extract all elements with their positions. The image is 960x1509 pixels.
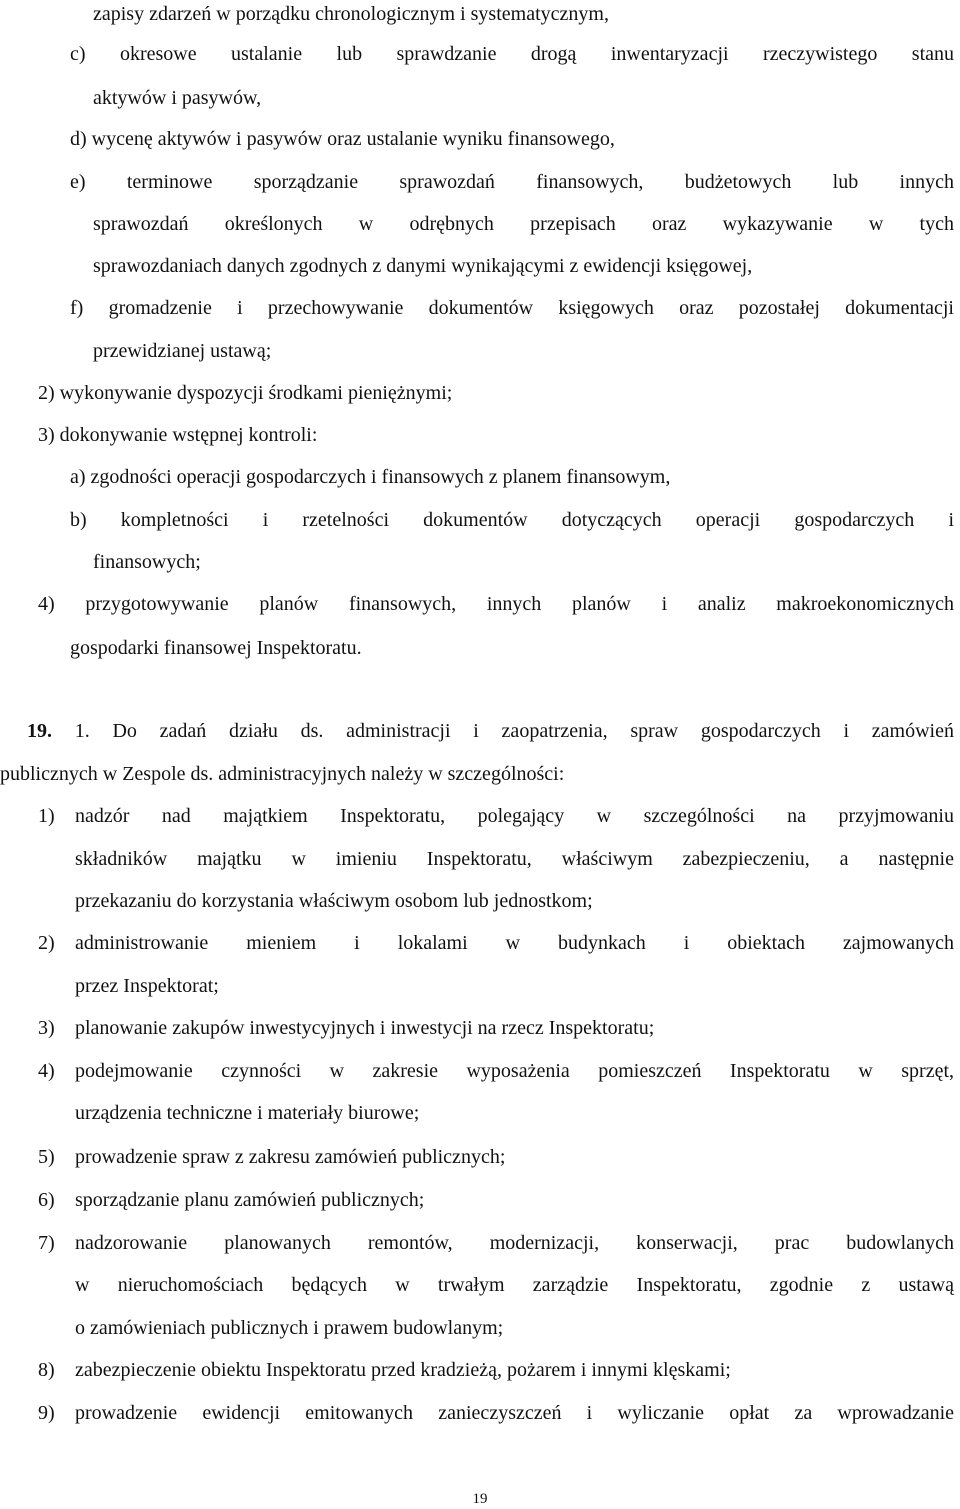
- list-item-b: b) kompletności i rzetelności dokumentów dotyczących operacji gospodarczych i: [70, 509, 954, 531]
- list-item-4: 4) przygotowywanie planów finansowych, innych planów i analiz makroekonomicznych: [38, 593, 954, 615]
- item-text: urządzenia techniczne i materiały biurowe;: [75, 1102, 420, 1124]
- list-item-a: a) zgodności operacji gospodarczych i finansowych z planem finansowym,: [70, 466, 671, 488]
- item-label: 5): [38, 1146, 55, 1168]
- item-text: o zamówieniach publicznych i prawem budowlanym;: [75, 1317, 504, 1339]
- item-label: 7): [38, 1232, 55, 1254]
- item-label: 6): [38, 1189, 55, 1211]
- item-text: przekazaniu do korzystania właściwym osobom lub jednostkom;: [75, 890, 593, 912]
- text-line: gospodarki finansowej Inspektoratu.: [70, 637, 362, 659]
- text-line: sprawozdaniach danych zgodnych z danymi wynikającymi z ewidencji księgowej,: [93, 255, 753, 277]
- section-number: 19.: [27, 720, 52, 742]
- item-label: 8): [38, 1359, 55, 1381]
- item-text: sporządzanie planu zamówień publicznych;: [75, 1189, 425, 1211]
- list-item-f: f) gromadzenie i przechowywanie dokumentów księgowych oraz pozostałej dokumentacji: [70, 297, 954, 319]
- item-text: nadzór nad majątkiem Inspektoratu, polegający w szczególności na przyjmowaniu: [75, 805, 954, 827]
- list-item-d: d) wycenę aktywów i pasywów oraz ustalanie wyniku finansowego,: [70, 128, 615, 150]
- text-line: finansowych;: [93, 551, 201, 573]
- item-label: 4): [38, 1060, 55, 1082]
- text-line: zapisy zdarzeń w porządku chronologicznym i systematycznym,: [93, 3, 609, 25]
- page-number: 19: [472, 1491, 488, 1507]
- item-text: zabezpieczenie obiektu Inspektoratu przed kradzieżą, pożarem i innymi klęskami;: [75, 1359, 731, 1381]
- item-label: 3): [38, 1017, 55, 1039]
- section-heading-text: 1. Do zadań działu ds. administracji i zaopatrzenia, spraw gospodarczych i zamówień: [52, 720, 954, 742]
- item-text: nadzorowanie planowanych remontów, modernizacji, konserwacji, prac budowlanych: [75, 1232, 954, 1254]
- list-item-2: 2) wykonywanie dyspozycji środkami pieniężnymi;: [38, 382, 453, 404]
- list-item-3: 3) dokonywanie wstępnej kontroli:: [38, 424, 318, 446]
- item-text: planowanie zakupów inwestycyjnych i inwestycji na rzecz Inspektoratu;: [75, 1017, 655, 1039]
- item-label: 2): [38, 932, 55, 954]
- section-heading: [27, 718, 954, 744]
- item-label: 9): [38, 1402, 55, 1424]
- item-text: w nieruchomościach będących w trwałym zarządzie Inspektoratu, zgodnie z ustawą: [75, 1274, 954, 1296]
- text-line: aktywów i pasywów,: [93, 87, 262, 109]
- item-text: składników majątku w imieniu Inspektoratu, właściwym zabezpieczeniu, a następnie: [75, 848, 954, 870]
- item-text: administrowanie mieniem i lokalami w budynkach i obiektach zajmowanych: [75, 932, 954, 954]
- item-text: prowadzenie ewidencji emitowanych zanieczyszczeń i wyliczanie opłat za wprowadzanie: [75, 1402, 954, 1424]
- list-item-c: c) okresowe ustalanie lub sprawdzanie drogą inwentaryzacji rzeczywistego stanu: [70, 43, 954, 65]
- item-text: przez Inspektorat;: [75, 975, 219, 997]
- item-label: 1): [38, 805, 55, 827]
- item-text: podejmowanie czynności w zakresie wyposażenia pomieszczeń Inspektoratu w sprzęt,: [75, 1060, 954, 1082]
- text-line: przewidzianej ustawą;: [93, 340, 272, 362]
- section-heading-continued: publicznych w Zespole ds. administracyjnych należy w szczególności:: [0, 763, 565, 785]
- text-line: sprawozdań określonych w odrębnych przepisach oraz wykazywanie w tych: [93, 213, 954, 235]
- list-item-e: e) terminowe sporządzanie sprawozdań finansowych, budżetowych lub innych: [70, 171, 954, 193]
- item-text: prowadzenie spraw z zakresu zamówień publicznych;: [75, 1146, 506, 1168]
